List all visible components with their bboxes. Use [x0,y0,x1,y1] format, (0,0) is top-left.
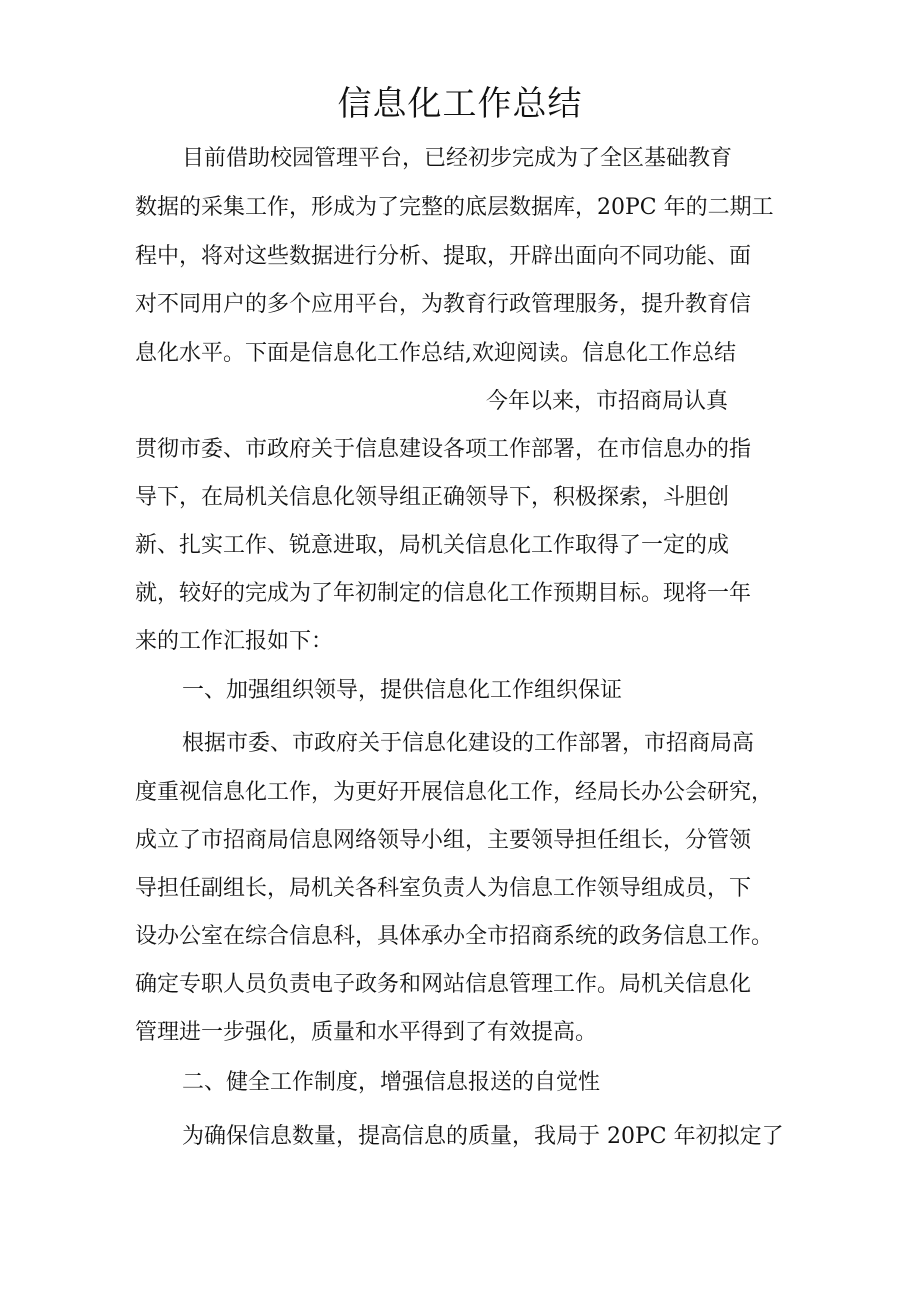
text-line: 导下，在局机关信息化领导组正确领导下，积极探索，斗胆创 [135,485,730,510]
text-line: 贯彻市委、市政府关于信息建设各项工作部署，在市信息办的指 [135,437,752,462]
text-line: 设办公室在综合信息科，具体承办全市招商系统的政务信息工作。 [135,924,774,949]
text-line: 今年以来，市招商局认真 [486,389,729,414]
text-line: 对不同用户的多个应用平台，为教育行政管理服务，提升教育信 [135,292,752,317]
text-line: 根据市委、市政府关于信息化建设的工作部署，市招商局高 [182,731,755,756]
text-line: 管理进一步强化，质量和水平得到了有效提高。 [135,1020,598,1045]
text-line: 确定专职人员负责电子政务和网站信息管理工作。局机关信息化 [135,972,752,997]
text-line: 就，较好的完成为了年初制定的信息化工作预期目标。现将一年 [135,581,752,606]
text-line: 数据的采集工作，形成为了完整的底层数据库，20PC 年的二期工 [135,195,774,220]
text-line: 息化水平。下面是信息化工作总结,欢迎阅读。信息化工作总结 [135,341,736,366]
text-line: 目前借助校园管理平台，已经初步完成为了全区基础教育 [182,146,733,171]
text-line: 为确保信息数量，提高信息的质量，我局于 20PC 年初拟定了 [182,1124,784,1149]
text-line: 度重视信息化工作，为更好开展信息化工作，经局长办公会研究， [135,780,774,805]
text-line: 来的工作汇报如下： [135,629,334,654]
document-title: 信息化工作总结 [337,84,583,124]
text-line: 导担任副组长，局机关各科室负责人为信息工作领导组成员，下 [135,876,752,901]
section-heading: 一、加强组织领导，提供信息化工作组织保证 [182,678,623,703]
text-line: 成立了市招商局信息网络领导小组，主要领导担任组长，分管领 [135,828,752,853]
text-line: 新、扎实工作、锐意进取，局机关信息化工作取得了一定的成 [135,533,730,558]
section-heading: 二、健全工作制度，增强信息报送的自觉性 [182,1070,601,1095]
text-line: 程中，将对这些数据进行分析、提取，开辟出面向不同功能、面 [135,244,752,269]
